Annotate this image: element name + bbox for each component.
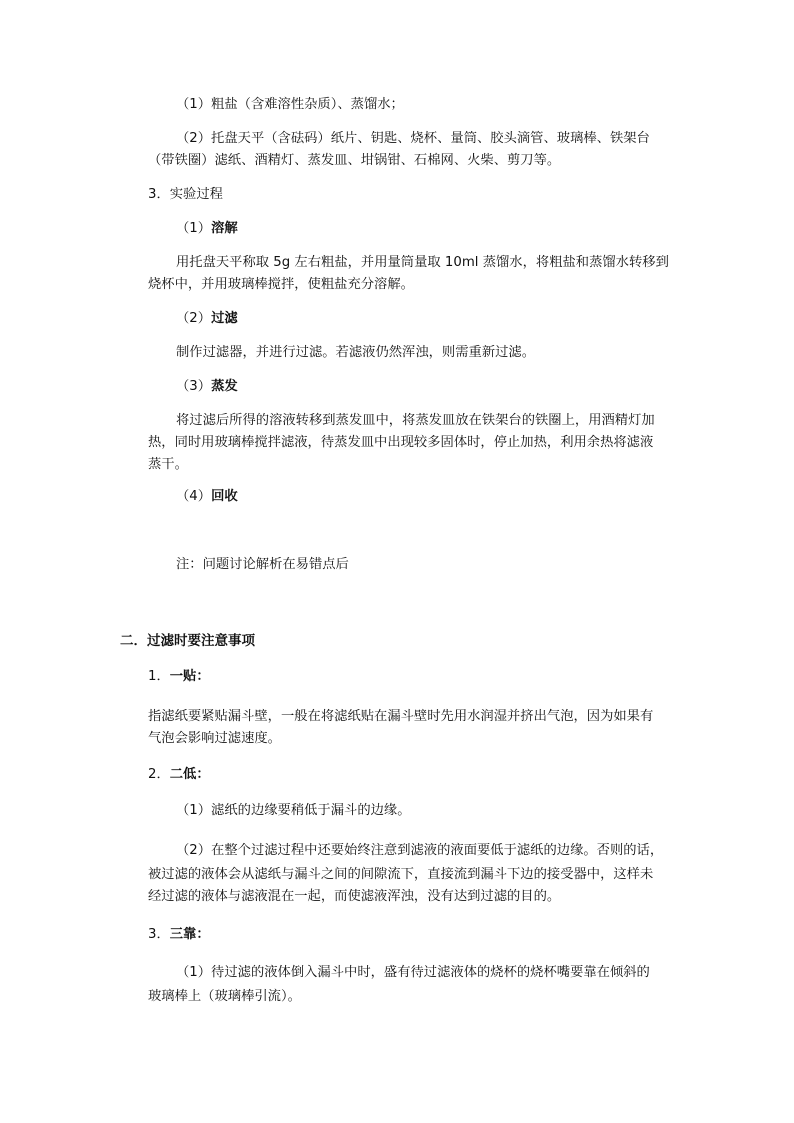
point-2-heading (148, 764, 210, 786)
step-3-text-line-1: 将过滤后所得的溶液转移到蒸发皿中，将蒸发皿放在铁架台的铁圈上，用酒精灯加 (176, 413, 655, 428)
point-number: 3． (148, 927, 170, 942)
point-3-item-1-line-1: （1）待过滤的液体倒入漏斗中时，盛有待过滤液体的烧杯的烧杯嘴要靠在倾斜的 (176, 965, 650, 980)
step-1-text-line-1: 用托盘天平称取 5g 左右粗盐，并用量筒量取 10ml 蒸馏水，将粗盐和蒸馏水转移到 (176, 255, 669, 270)
step-number: （4） (176, 489, 212, 504)
point-title: 二低： (169, 767, 210, 782)
step-number: （1） (176, 221, 212, 236)
note-text: 注：问题讨论解析在易错点后 (176, 557, 349, 572)
step-title: 过滤 (211, 311, 238, 326)
point-2-item-1: （1）滤纸的边缘要稍低于漏斗的边缘。 (176, 803, 411, 818)
point-title: 一贴： (169, 669, 210, 684)
step-3-heading (176, 376, 238, 398)
point-3-item-1-line-2: 玻璃棒上（玻璃棒引流）。 (148, 989, 301, 1004)
section-heading-procedure: 3．实验过程 (148, 187, 223, 202)
step-3-text-line-3: 蒸干。 (148, 457, 188, 472)
point-title: 三靠： (169, 927, 210, 942)
point-2-item-2-line-1: （2）在整个过滤过程中还要始终注意到滤液的液面要低于滤纸的边缘。否则的话， (176, 843, 664, 858)
step-1-heading (176, 218, 238, 240)
point-2-item-2-line-3: 经过滤的液体与滤液混在一起，而使滤液浑浊，没有达到过滤的目的。 (148, 889, 561, 904)
point-1-heading (148, 666, 210, 688)
step-2-text: 制作过滤器，并进行过滤。若滤液仍然浑浊，则需重新过滤。 (176, 345, 536, 360)
materials-item-2-line-2: （带铁圈）滤纸、酒精灯、蒸发皿、坩锅钳、石棉网、火柴、剪刀等。 (148, 153, 561, 168)
point-1-text-line-1: 指滤纸要紧贴漏斗壁，一般在将滤纸贴在漏斗壁时先用水润湿并挤出气泡，因为如果有 (148, 709, 654, 724)
point-2-item-2-line-2: 被过滤的液体会从滤纸与漏斗之间的间隙流下，直接流到漏斗下边的接受器中，这样未 (148, 867, 654, 882)
step-title: 溶解 (211, 221, 238, 236)
step-3-text-line-2: 热，同时用玻璃棒搅拌滤液，待蒸发皿中出现较多固体时，停止加热，利用余热将滤液 (148, 435, 654, 450)
section-heading-filtration-notes: 二．过滤时要注意事项 (120, 633, 255, 649)
step-title: 回收 (211, 489, 238, 504)
materials-item-2-line-1: （2）托盘天平（含砝码）纸片、钥匙、烧杯、量筒、胶头滴管、玻璃棒、铁架台 (176, 131, 650, 146)
step-number: （2） (176, 311, 212, 326)
materials-item-1: （1）粗盐（含难溶性杂质）、蒸馏水； (176, 97, 404, 112)
step-title: 蒸发 (211, 379, 238, 394)
step-number: （3） (176, 379, 212, 394)
point-number: 1． (148, 669, 170, 684)
point-3-heading (148, 924, 210, 946)
point-number: 2． (148, 767, 170, 782)
step-1-text-line-2: 烧杯中，并用玻璃棒搅拌，使粗盐充分溶解。 (148, 277, 414, 292)
step-4-heading (176, 486, 238, 508)
step-2-heading (176, 308, 238, 330)
point-1-text-line-2: 气泡会影响过滤速度。 (148, 731, 281, 746)
